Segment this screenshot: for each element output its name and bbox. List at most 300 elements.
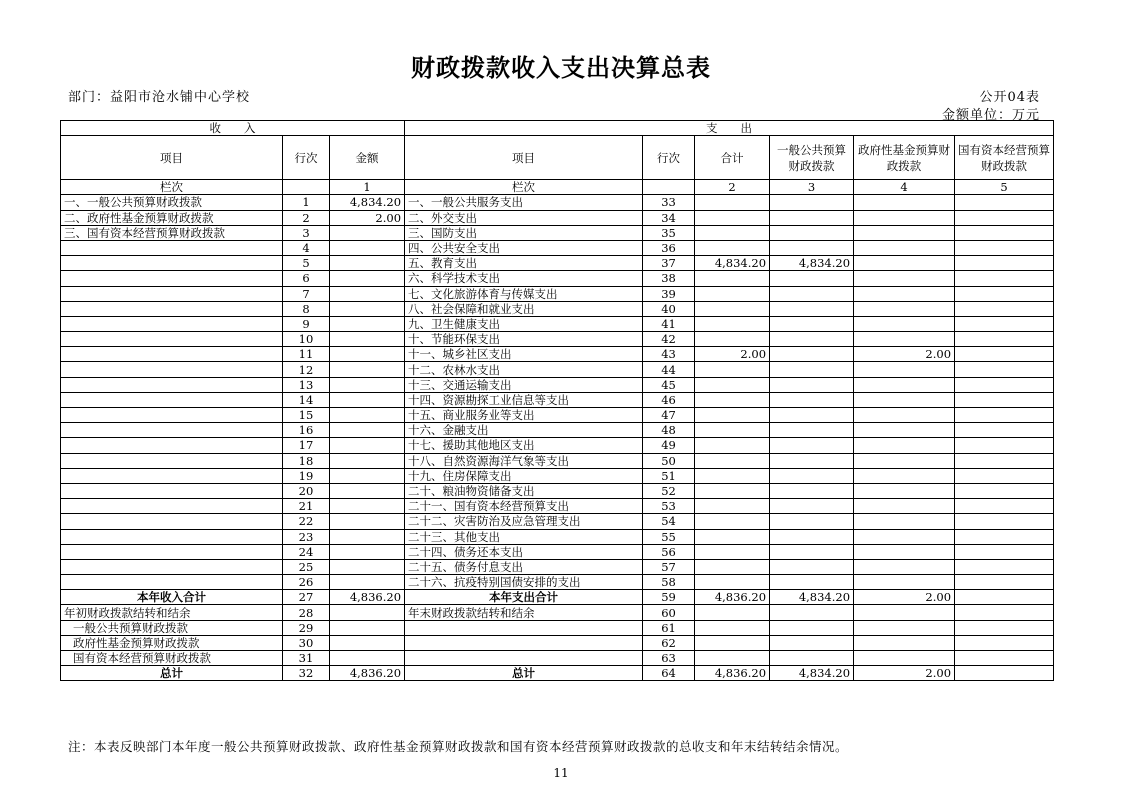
table-row [61,377,1054,392]
department-label: 部门：益阳市沧水铺中心学校 [68,90,251,105]
total-amount-cell [695,195,770,210]
total-amount-cell [695,210,770,225]
total-amount-cell [695,377,770,392]
expense-row-no-cell: 51 [643,468,695,483]
general-budget-amount-cell [770,529,854,544]
general-budget-amount-cell [770,286,854,301]
income-item-cell [61,286,283,301]
general-budget-amount-cell [770,453,854,468]
income-item-cell: 一、一般公共预算财政拨款 [61,195,283,210]
income-item-cell [61,575,283,590]
income-item-cell [61,240,283,255]
income-row-no-cell: 29 [283,620,330,635]
state-capital-amount-cell [955,377,1054,392]
state-capital-amount-cell [955,483,1054,498]
general-budget-amount-cell: 4,834.20 [770,256,854,271]
expense-item-cell: 二十二、灾害防治及应急管理支出 [405,514,643,529]
table-row [61,362,1054,377]
fund-budget-amount-cell [854,438,955,453]
income-amount-cell [330,620,405,635]
expense-row-no-cell: 52 [643,483,695,498]
fund-budget-amount-cell [854,605,955,620]
income-item-cell [61,529,283,544]
table-row [61,408,1054,423]
expense-item-cell: 二十一、国有资本经营预算支出 [405,499,643,514]
income-amount-cell [330,408,405,423]
expense-row-no-cell: 41 [643,316,695,331]
total-amount-cell [695,514,770,529]
fund-budget-amount-cell [854,210,955,225]
income-amount-cell [330,423,405,438]
total-amount-cell [695,240,770,255]
expense-item-cell: 三、国防支出 [405,225,643,240]
income-row-no-cell: 31 [283,651,330,666]
fund-budget-amount-cell [854,620,955,635]
income-row-no-cell: 9 [283,316,330,331]
general-budget-amount-cell [770,210,854,225]
income-item-header: 项目 [61,136,283,180]
state-capital-amount-cell [955,605,1054,620]
expense-row-no-cell: 49 [643,438,695,453]
income-amount-cell [330,635,405,650]
fund-budget-amount-cell [854,408,955,423]
expense-item-cell: 十、节能环保支出 [405,332,643,347]
expense-row-no-cell: 40 [643,301,695,316]
total-header: 合计 [695,136,770,180]
income-amount-cell [330,240,405,255]
expense-row-no-cell: 37 [643,256,695,271]
expense-item-cell: 十二、农林水支出 [405,362,643,377]
table-row [61,499,1054,514]
state-capital-amount-cell [955,240,1054,255]
income-row-no-cell: 6 [283,271,330,286]
expense-item-cell: 七、文化旅游体育与传媒支出 [405,286,643,301]
fund-budget-amount-cell [854,651,955,666]
income-item-cell [61,377,283,392]
total-amount-cell [695,483,770,498]
income-row-no-cell: 19 [283,468,330,483]
general-budget-amount-cell [770,271,854,286]
fund-budget-amount-cell [854,332,955,347]
total-amount-cell [695,423,770,438]
general-budget-amount-cell [770,468,854,483]
expense-item-cell: 十九、住房保障支出 [405,468,643,483]
fund-budget-header: 政府性基金预算财政拨款 [854,136,955,180]
fund-budget-amount-cell [854,271,955,286]
expense-item-cell: 二、外交支出 [405,210,643,225]
income-amount-cell [330,286,405,301]
general-budget-amount-cell [770,362,854,377]
table-row [61,590,1054,605]
income-row-no-cell: 2 [283,210,330,225]
fund-budget-amount-cell [854,392,955,407]
expense-row-no-cell: 42 [643,332,695,347]
expense-item-cell: 年末财政拨款结转和结余 [405,605,643,620]
column-number-row [61,180,1054,195]
income-row-no-cell: 16 [283,423,330,438]
income-amount-cell: 2.00 [330,210,405,225]
state-capital-amount-cell [955,316,1054,331]
total-amount-cell: 4,836.20 [695,666,770,681]
general-budget-amount-cell [770,347,854,362]
income-row-no-cell: 8 [283,301,330,316]
general-budget-amount-cell [770,651,854,666]
total-amount-cell [695,468,770,483]
income-item-cell [61,438,283,453]
income-item-cell: 国有资本经营预算财政拨款 [61,651,283,666]
state-capital-amount-cell [955,392,1054,407]
general-budget-amount-cell [770,392,854,407]
fund-budget-amount-cell: 2.00 [854,590,955,605]
income-item-cell: 一般公共预算财政拨款 [61,620,283,635]
col-number-3: 3 [770,180,854,195]
total-amount-cell [695,605,770,620]
fund-budget-amount-cell [854,423,955,438]
general-budget-header: 一般公共预算财政拨款 [770,136,854,180]
expense-row-no-cell: 43 [643,347,695,362]
income-amount-cell [330,529,405,544]
expense-item-cell: 二十四、债务还本支出 [405,544,643,559]
income-amount-cell [330,362,405,377]
total-amount-cell [695,301,770,316]
fund-budget-amount-cell [854,544,955,559]
income-item-cell [61,316,283,331]
fund-budget-amount-cell [854,316,955,331]
fund-budget-amount-cell [854,514,955,529]
col-number-4: 4 [854,180,955,195]
table-row [61,195,1054,210]
income-amount-cell [330,483,405,498]
state-capital-amount-cell [955,499,1054,514]
income-row-no-cell: 3 [283,225,330,240]
income-amount-cell: 4,836.20 [330,666,405,681]
table-row [61,468,1054,483]
income-amount-cell [330,559,405,574]
expense-row-no-cell: 48 [643,423,695,438]
income-item-cell [61,408,283,423]
fund-budget-amount-cell [854,301,955,316]
total-amount-cell [695,651,770,666]
income-row-no-cell: 15 [283,408,330,423]
income-row-no-cell: 23 [283,529,330,544]
fund-budget-amount-cell [854,377,955,392]
table-body [61,195,1054,681]
total-amount-cell [695,620,770,635]
income-row-no-cell: 27 [283,590,330,605]
fund-budget-amount-cell [854,256,955,271]
state-capital-amount-cell [955,225,1054,240]
income-amount-cell [330,514,405,529]
state-capital-amount-cell [955,514,1054,529]
income-amount-cell [330,392,405,407]
income-item-cell: 总计 [61,666,283,681]
general-budget-amount-cell [770,559,854,574]
income-row-no-cell: 10 [283,332,330,347]
general-budget-amount-cell [770,195,854,210]
expense-row-no-cell: 54 [643,514,695,529]
expense-item-cell: 二十六、抗疫特别国债安排的支出 [405,575,643,590]
state-capital-amount-cell [955,332,1054,347]
expense-item-cell: 本年支出合计 [405,590,643,605]
fund-budget-amount-cell [854,453,955,468]
table-row [61,271,1054,286]
income-item-cell [61,256,283,271]
table-row [61,438,1054,453]
income-item-cell: 本年收入合计 [61,590,283,605]
general-budget-amount-cell: 4,834.20 [770,590,854,605]
expense-row-no-cell: 58 [643,575,695,590]
income-row-no-cell: 13 [283,377,330,392]
income-amount-cell [330,438,405,453]
fund-budget-amount-cell [854,225,955,240]
total-amount-cell [695,453,770,468]
expense-row-no-cell: 46 [643,392,695,407]
general-budget-amount-cell [770,423,854,438]
table-row [61,225,1054,240]
total-amount-cell [695,529,770,544]
fund-budget-amount-cell [854,635,955,650]
page-title: 财政拨款收入支出决算总表 [411,54,711,82]
table-number: 公开04表 [979,90,1040,105]
income-item-cell [61,332,283,347]
state-capital-amount-cell [955,210,1054,225]
state-capital-header: 国有资本经营预算财政拨款 [955,136,1054,180]
fund-budget-amount-cell [854,483,955,498]
expense-row-no-cell: 57 [643,559,695,574]
general-budget-amount-cell [770,605,854,620]
state-capital-amount-cell [955,453,1054,468]
expense-row-no-cell: 61 [643,620,695,635]
income-amount-header: 金额 [330,136,405,180]
amount-unit: 金额单位：万元 [941,108,1040,123]
table-row [61,483,1054,498]
total-amount-cell [695,362,770,377]
total-amount-cell [695,438,770,453]
fund-budget-amount-cell [854,575,955,590]
income-amount-cell [330,499,405,514]
fund-budget-amount-cell [854,468,955,483]
income-amount-cell [330,544,405,559]
expense-row-no-cell: 63 [643,651,695,666]
expense-row-no-header: 行次 [643,136,695,180]
expense-item-cell [405,651,643,666]
income-row-no-cell: 20 [283,483,330,498]
table-row [61,316,1054,331]
fund-budget-amount-cell: 2.00 [854,666,955,681]
expense-item-cell: 十五、商业服务业等支出 [405,408,643,423]
income-row-no-cell: 24 [283,544,330,559]
income-amount-cell [330,575,405,590]
expense-row-no-cell: 56 [643,544,695,559]
total-amount-cell [695,408,770,423]
income-section-header: 收 入 [61,121,405,136]
income-item-cell: 二、政府性基金预算财政拨款 [61,210,283,225]
total-amount-cell [695,332,770,347]
income-item-cell [61,544,283,559]
expense-row-no-cell: 47 [643,408,695,423]
general-budget-amount-cell [770,332,854,347]
state-capital-amount-cell [955,271,1054,286]
expense-row-no-cell: 64 [643,666,695,681]
income-item-cell [61,499,283,514]
state-capital-amount-cell [955,423,1054,438]
general-budget-amount-cell [770,408,854,423]
income-row-no-cell: 4 [283,240,330,255]
total-amount-cell [695,271,770,286]
state-capital-amount-cell [955,635,1054,650]
expense-row-no-cell: 50 [643,453,695,468]
budget-summary-table [60,120,1054,681]
income-amount-cell [330,256,405,271]
income-item-cell [61,423,283,438]
table-row [61,651,1054,666]
income-row-no-cell: 25 [283,559,330,574]
total-amount-cell [695,225,770,240]
expense-row-no-cell: 60 [643,605,695,620]
expense-row-no-cell: 53 [643,499,695,514]
income-amount-cell [330,453,405,468]
general-budget-amount-cell [770,544,854,559]
fund-budget-amount-cell [854,362,955,377]
income-row-no-cell: 5 [283,256,330,271]
income-item-cell [61,453,283,468]
income-row-no-cell: 12 [283,362,330,377]
income-item-cell [61,483,283,498]
table-row [61,210,1054,225]
expense-item-cell: 十八、自然资源海洋气象等支出 [405,453,643,468]
income-row-no-cell: 17 [283,438,330,453]
general-budget-amount-cell [770,499,854,514]
total-amount-cell: 4,836.20 [695,590,770,605]
expense-item-cell [405,620,643,635]
expense-row-no-cell: 33 [643,195,695,210]
expense-row-no-cell: 34 [643,210,695,225]
table-row [61,256,1054,271]
expense-item-cell: 十七、援助其他地区支出 [405,438,643,453]
fund-budget-amount-cell [854,529,955,544]
total-amount-cell [695,499,770,514]
table-row [61,240,1054,255]
state-capital-amount-cell [955,408,1054,423]
expense-section-header: 支 出 [405,121,1054,136]
income-row-no-cell: 21 [283,499,330,514]
col-number-1: 1 [330,180,405,195]
expense-item-cell: 五、教育支出 [405,256,643,271]
fund-budget-amount-cell [854,195,955,210]
table-row [61,332,1054,347]
expense-item-cell: 十六、金融支出 [405,423,643,438]
income-amount-cell [330,347,405,362]
state-capital-amount-cell [955,544,1054,559]
state-capital-amount-cell [955,286,1054,301]
income-item-cell [61,362,283,377]
total-amount-cell [695,635,770,650]
state-capital-amount-cell [955,256,1054,271]
expense-item-cell: 二十三、其他支出 [405,529,643,544]
table-row [61,559,1054,574]
income-item-cell: 年初财政拨款结转和结余 [61,605,283,620]
table-row [61,453,1054,468]
column-header-row [61,136,1054,180]
state-capital-amount-cell [955,529,1054,544]
state-capital-amount-cell [955,620,1054,635]
table-row [61,347,1054,362]
income-row-no-cell: 18 [283,453,330,468]
total-amount-cell: 2.00 [695,347,770,362]
expense-row-no-cell: 59 [643,590,695,605]
general-budget-amount-cell [770,377,854,392]
expense-col-label: 栏次 [405,180,643,195]
state-capital-amount-cell [955,590,1054,605]
table-row [61,514,1054,529]
state-capital-amount-cell [955,468,1054,483]
income-row-no-cell: 22 [283,514,330,529]
table-row [61,605,1054,620]
state-capital-amount-cell [955,559,1054,574]
fund-budget-amount-cell [854,286,955,301]
state-capital-amount-cell [955,195,1054,210]
state-capital-amount-cell [955,301,1054,316]
expense-item-cell: 六、科学技术支出 [405,271,643,286]
total-amount-cell [695,316,770,331]
expense-row-no-cell: 38 [643,271,695,286]
col-number-2: 2 [695,180,770,195]
page-number: 11 [553,766,569,780]
section-header-row [61,121,1054,136]
income-amount-cell [330,316,405,331]
general-budget-amount-cell [770,438,854,453]
income-row-no-cell: 11 [283,347,330,362]
income-row-no-header: 行次 [283,136,330,180]
general-budget-amount-cell: 4,834.20 [770,666,854,681]
total-amount-cell [695,392,770,407]
expense-item-cell: 一、一般公共服务支出 [405,195,643,210]
income-item-cell: 政府性基金预算财政拨款 [61,635,283,650]
table-row [61,423,1054,438]
income-row-no-cell: 30 [283,635,330,650]
expense-row-no-cell: 36 [643,240,695,255]
general-budget-amount-cell [770,225,854,240]
total-amount-cell [695,286,770,301]
expense-item-cell: 十四、资源勘探工业信息等支出 [405,392,643,407]
expense-item-cell: 四、公共安全支出 [405,240,643,255]
income-amount-cell [330,651,405,666]
income-row-no-cell: 1 [283,195,330,210]
income-amount-cell [330,225,405,240]
expense-item-cell: 八、社会保障和就业支出 [405,301,643,316]
fund-budget-amount-cell: 2.00 [854,347,955,362]
table-row [61,620,1054,635]
state-capital-amount-cell [955,575,1054,590]
income-row-no-cell: 7 [283,286,330,301]
income-amount-cell: 4,834.20 [330,195,405,210]
total-amount-cell [695,559,770,574]
general-budget-amount-cell [770,240,854,255]
expense-row-no-cell: 62 [643,635,695,650]
table-row [61,666,1054,681]
table-row [61,635,1054,650]
income-row-no-cell: 28 [283,605,330,620]
state-capital-amount-cell [955,666,1054,681]
expense-item-cell: 十一、城乡社区支出 [405,347,643,362]
income-row-no-cell: 14 [283,392,330,407]
table-row [61,544,1054,559]
income-amount-cell [330,332,405,347]
expense-item-cell: 二十、粮油物资储备支出 [405,483,643,498]
expense-item-header: 项目 [405,136,643,180]
income-amount-cell [330,301,405,316]
income-amount-cell [330,468,405,483]
